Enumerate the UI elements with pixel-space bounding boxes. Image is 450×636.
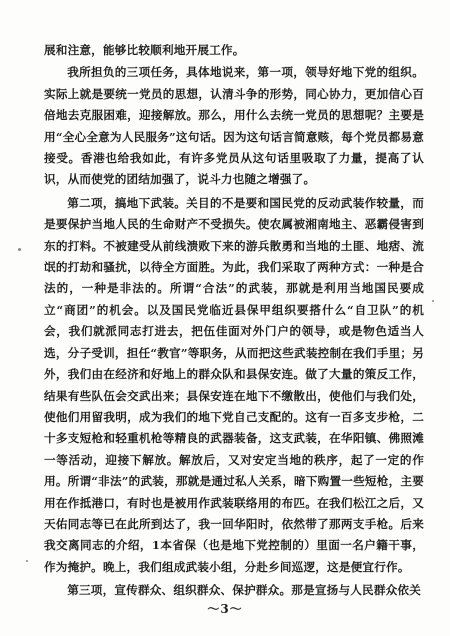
scan-speck — [26, 560, 28, 562]
body-text — [44, 40, 424, 602]
scan-speck — [432, 300, 434, 302]
page-number: ～3～ — [207, 602, 243, 616]
paragraph-4: 第三项，宣传群众、组织群众、保护群众。那是宣扬与人民群众依关 — [67, 583, 422, 598]
paragraph-3: 第二项，搞地下武装。关目的不是要和国民党的反动武装作较量，而是要保护当地人民的生命财产不受损失。使农属被湘南地主、恶霸侵害到东的打料。不被建受从前线溃败下来的游兵散勇和当地的土匪、地痞、流氓的打劫和骚扰，以待全方面胜。为此，我们采取了两种方式：一种是合法的，一种是非法的。所谓“合法”的武装，那就是利用当地国民要成立“商团”的机会。以及国民党临近县保甲组织要搭什么“自卫队”的机会，我们就派同志打进去，把伍佳面对外门户的领导，或是物色适当人选，分子受训，担任“教官”等职务，从而把这些武装控制在我们手里；另外，我们由在经济和好地上的群众队和县保安连。做了大量的策反工作，结果有些队伍会交武出来；县保安连在地下不缴散出，使他们与我们处，使他们用留我明，成为我们的地下党自己支配的。这有一百多支步枪，二十多支短枪和轻重机枪等精良的武器装备，这支武装，在华阳镇、佛照滩一等活动，迎接下解放。解放后，又对安定当地的秩序，起了一定的作用。所谓“非法”的武装，那就是通过私人关系，暗下购置一些短枪，主要用在作抵港口，有时也是被用作武装联络用的布匹。在我们松江之后，又天佑同志等已在此所到达了，我一回华阳时，依然带了那两支手枪。后来我交离同志的介绍，1本省保（也是地下党控制的）里面一名户籍干事，作为掩护。晚上，我们组成武装小组，分赴乡间巡逻，这是便宜行作。 — [44, 195, 424, 574]
scan-speck — [18, 248, 21, 251]
paragraph-2: 我所担负的三项任务，具体地说来，第一项，领导好地下党的组织。实际上就是要统一党员的思想，认清斗争的形势，同心协力，更加信心百倍地去克服困难，迎接解放。那么，用什么去统一党员的思想呢？主要是用“全心全意为人民服务”这句话。因为这句话言简意赅，每个党员都易意接受。香港也给我如此，有许多党员从这句话里吸取了力量，提高了认识，从而使党的团结加强了，说斗力也随之增强了。 — [44, 65, 424, 187]
paragraph-1: 展和注意，能够比较顺利地开展工作。 — [44, 43, 245, 57]
